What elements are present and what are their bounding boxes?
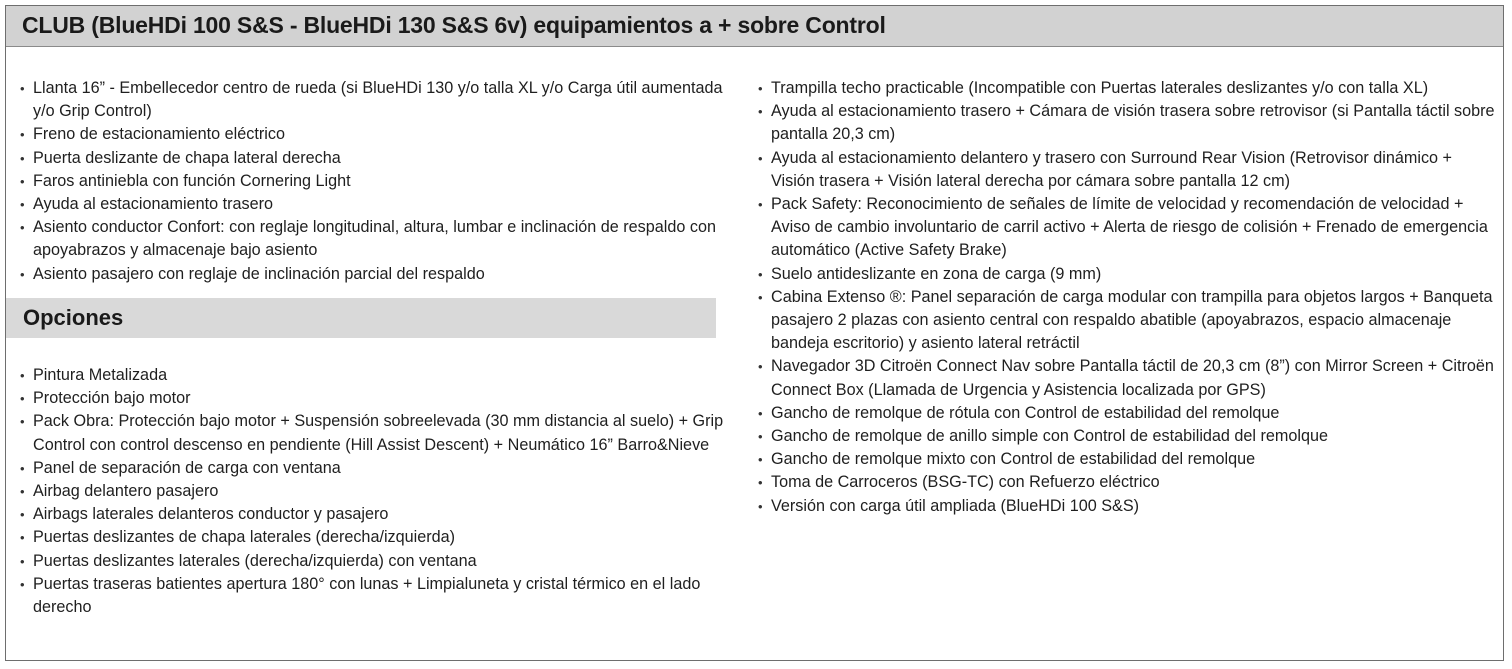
list-item: • Ayuda al estacionamiento delantero y trasero con Surround Rear Vision (Retrovisor dinámico + Visión trasera + Visión lateral derecha por cámara sobre pantalla 12 cm) (756, 147, 1496, 193)
list-item: • Protección bajo motor (18, 387, 730, 410)
options-column (18, 364, 730, 619)
list-item: • Versión con carga útil ampliada (BlueHDi 100 S&S) (756, 495, 1496, 518)
right-options-column (756, 77, 1496, 518)
list-item: • Gancho de remolque de rótula con Control de estabilidad del remolque (756, 402, 1496, 425)
list-item: • Asiento pasajero con reglaje de inclinación parcial del respaldo (18, 263, 730, 286)
list-item: • Asiento conductor Confort: con reglaje longitudinal, altura, lumbar e inclinación de respaldo con apoyabrazos y almacenaje bajo asiento (18, 216, 730, 262)
list-item: • Puertas traseras batientes apertura 180° con lunas + Limpialuneta y cristal térmico en el lado derecho (18, 573, 730, 619)
list-item: • Freno de estacionamiento eléctrico (18, 123, 730, 146)
list-item: • Pack Safety: Reconocimiento de señales de límite de velocidad y recomendación de velocidad + Aviso de cambio involuntario de carril activo + Alerta de riesgo de colisión + Frenado de emergencia automático (Active Safety Brake) (756, 193, 1496, 263)
list-item: • Pintura Metalizada (18, 364, 730, 387)
list-item: • Cabina Extenso ®: Panel separación de carga modular con trampilla para objetos largos + Banqueta pasajero 2 plazas con asiento central con respaldo abatible (apoyabrazos, espacio almacenaje bandeja escritorio) y asiento lateral retráctil (756, 286, 1496, 356)
list-item: • Toma de Carroceros (BSG-TC) con Refuerzo eléctrico (756, 471, 1496, 494)
options-section-header (6, 298, 716, 338)
list-item: • Puertas deslizantes de chapa laterales (derecha/izquierda) (18, 526, 730, 549)
list-item: • Trampilla techo practicable (Incompatible con Puertas laterales deslizantes y/o con talla XL) (756, 77, 1496, 100)
list-item: • Panel de separación de carga con ventana (18, 457, 730, 480)
standard-equipment-list (18, 77, 730, 286)
list-item: • Gancho de remolque de anillo simple con Control de estabilidad del remolque (756, 425, 1496, 448)
list-item: • Navegador 3D Citroën Connect Nav sobre Pantalla táctil de 20,3 cm (8”) con Mirror Screen + Citroën Connect Box (Llamada de Urgencia y Asistencia localizada por GPS) (756, 355, 1496, 401)
list-item: • Puertas deslizantes laterales (derecha/izquierda) con ventana (18, 550, 730, 573)
options-title: Opciones (23, 305, 124, 330)
header-bar (6, 6, 1503, 47)
page-title: CLUB (BlueHDi 100 S&S - BlueHDi 130 S&S 6v) equipamientos a + sobre Control (22, 12, 886, 38)
list-item: • Faros antiniebla con función Cornering Light (18, 170, 730, 193)
list-item: • Airbags laterales delanteros conductor y pasajero (18, 503, 730, 526)
list-item: • Ayuda al estacionamiento trasero (18, 193, 730, 216)
list-item: • Suelo antideslizante en zona de carga (9 mm) (756, 263, 1496, 286)
options-list (18, 364, 730, 619)
equipment-sheet (5, 5, 1504, 661)
standard-equipment-column (18, 77, 730, 286)
list-item: • Puerta deslizante de chapa lateral derecha (18, 147, 730, 170)
right-options-list (756, 77, 1496, 518)
list-item: • Llanta 16” - Embellecedor centro de rueda (si BlueHDi 130 y/o talla XL y/o Carga útil aumentada y/o Grip Control) (18, 77, 730, 123)
list-item: • Pack Obra: Protección bajo motor + Suspensión sobreelevada (30 mm distancia al suelo) + Grip Control con control descenso en pendiente (Hill Assist Descent) + Neumático 16” Barro&Nieve (18, 410, 730, 456)
list-item: • Gancho de remolque mixto con Control de estabilidad del remolque (756, 448, 1496, 471)
list-item: • Ayuda al estacionamiento trasero + Cámara de visión trasera sobre retrovisor (si Pantalla táctil sobre pantalla 20,3 cm) (756, 100, 1496, 146)
list-item: • Airbag delantero pasajero (18, 480, 730, 503)
